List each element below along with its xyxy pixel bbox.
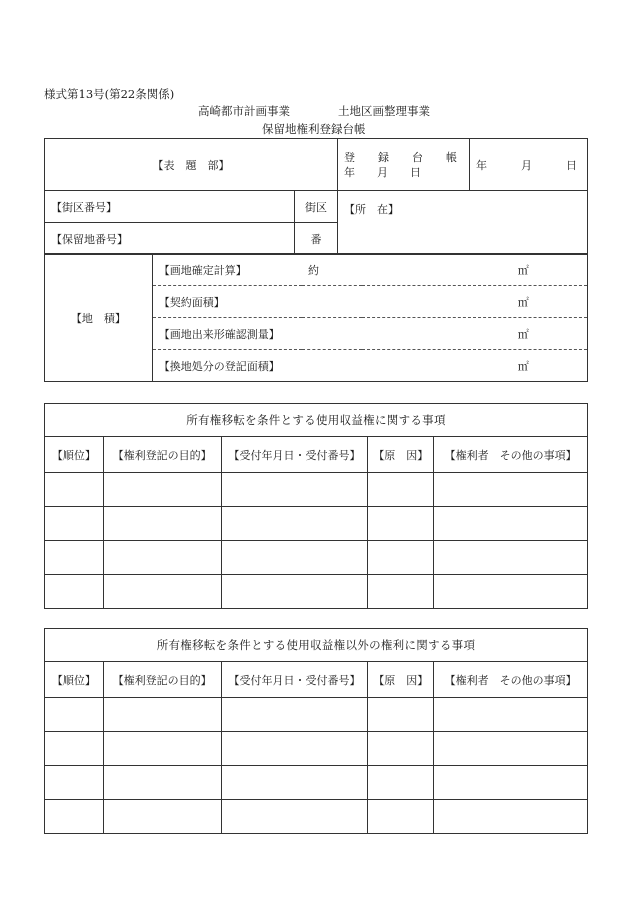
table-cell[interactable] bbox=[434, 698, 588, 732]
usage-rights-caption: 所有権移転を条件とする使用収益権に関する事項 bbox=[45, 404, 588, 437]
table-cell[interactable] bbox=[45, 507, 104, 541]
table-cell[interactable] bbox=[221, 575, 368, 609]
column-header-rank: 【順位】 bbox=[45, 662, 104, 698]
table-cell[interactable] bbox=[368, 507, 434, 541]
registration-date-value[interactable]: 年 月 日 bbox=[469, 139, 587, 191]
column-header-holder: 【権利者 その他の事項】 bbox=[434, 662, 588, 698]
table-cell[interactable] bbox=[368, 698, 434, 732]
table-row bbox=[45, 732, 588, 766]
table-cell[interactable] bbox=[368, 766, 434, 800]
column-header-receipt: 【受付年月日・受付番号】 bbox=[221, 662, 368, 698]
table-row bbox=[45, 541, 588, 575]
table-cell[interactable] bbox=[45, 698, 104, 732]
summary-section-label: 【表 題 部】 bbox=[45, 139, 338, 191]
column-header-purpose: 【権利登記の目的】 bbox=[103, 662, 221, 698]
column-header-purpose: 【権利登記の目的】 bbox=[103, 437, 221, 473]
table-row bbox=[45, 473, 588, 507]
column-header-cause: 【原 因】 bbox=[368, 437, 434, 473]
area-row-prefix bbox=[302, 286, 362, 318]
table-cell[interactable] bbox=[434, 507, 588, 541]
lot-number-label: 【保留地番号】 bbox=[45, 223, 295, 255]
column-header-rank: 【順位】 bbox=[45, 437, 104, 473]
block-number-unit: 街区 bbox=[295, 191, 338, 223]
column-header-holder: 【権利者 その他の事項】 bbox=[434, 437, 588, 473]
table-cell[interactable] bbox=[103, 473, 221, 507]
table-cell[interactable] bbox=[221, 541, 368, 575]
table-cell[interactable] bbox=[103, 698, 221, 732]
column-header-receipt: 【受付年月日・受付番号】 bbox=[221, 437, 368, 473]
table-cell[interactable] bbox=[103, 575, 221, 609]
area-row-label: 【換地処分の登記面積】 bbox=[152, 350, 362, 382]
table-cell[interactable] bbox=[45, 800, 104, 834]
area-row-prefix: 約 bbox=[302, 254, 362, 286]
table-cell[interactable] bbox=[45, 541, 104, 575]
table-cell[interactable] bbox=[45, 732, 104, 766]
table-cell[interactable] bbox=[368, 541, 434, 575]
registration-cell bbox=[337, 139, 469, 191]
table-cell[interactable] bbox=[434, 732, 588, 766]
area-row-label: 【契約面積】 bbox=[152, 286, 302, 318]
table-cell[interactable] bbox=[103, 766, 221, 800]
address-label: 【所 在】 bbox=[343, 203, 399, 216]
area-row-unit: ㎡ bbox=[362, 318, 588, 350]
table-cell[interactable] bbox=[103, 507, 221, 541]
table-cell[interactable] bbox=[45, 766, 104, 800]
area-row-label: 【画地出来形確認測量】 bbox=[152, 318, 362, 350]
table-cell[interactable] bbox=[103, 732, 221, 766]
table-cell[interactable] bbox=[221, 732, 368, 766]
table-row bbox=[45, 575, 588, 609]
table-cell[interactable] bbox=[221, 800, 368, 834]
table-row bbox=[45, 800, 588, 834]
ledger-title: 保留地権利登録台帳 bbox=[262, 122, 366, 136]
table-cell[interactable] bbox=[434, 800, 588, 834]
area-table bbox=[44, 253, 588, 382]
column-header-cause: 【原 因】 bbox=[368, 662, 434, 698]
other-rights-caption: 所有権移転を条件とする使用収益権以外の権利に関する事項 bbox=[45, 629, 588, 662]
other-rights-table bbox=[44, 628, 588, 834]
table-cell[interactable] bbox=[368, 732, 434, 766]
table-row bbox=[45, 766, 588, 800]
table-cell[interactable] bbox=[434, 473, 588, 507]
table-cell[interactable] bbox=[103, 541, 221, 575]
project-name-2: 土地区画整理事業 bbox=[338, 104, 430, 118]
area-label: 【地 積】 bbox=[45, 254, 153, 382]
registration-date-label: 年 月 日 bbox=[343, 165, 421, 179]
table-cell[interactable] bbox=[368, 800, 434, 834]
area-row-unit: ㎡ bbox=[362, 286, 588, 318]
table-cell[interactable] bbox=[221, 507, 368, 541]
address-cell[interactable] bbox=[337, 191, 587, 255]
table-cell[interactable] bbox=[103, 800, 221, 834]
table-cell[interactable] bbox=[434, 575, 588, 609]
usage-rights-table bbox=[44, 403, 588, 609]
table-cell[interactable] bbox=[368, 575, 434, 609]
area-row-unit: ㎡ bbox=[362, 350, 588, 382]
table-row bbox=[45, 507, 588, 541]
registration-label: 登 録 台 帳 bbox=[343, 150, 463, 164]
area-row-label: 【画地確定計算】 bbox=[152, 254, 302, 286]
lot-number-unit: 番 bbox=[295, 223, 338, 255]
table-cell[interactable] bbox=[368, 473, 434, 507]
table-row bbox=[45, 698, 588, 732]
form-number: 様式第13号(第22条関係) bbox=[44, 87, 175, 101]
table-cell[interactable] bbox=[45, 575, 104, 609]
area-row-unit: ㎡ bbox=[362, 254, 588, 286]
block-number-label: 【街区番号】 bbox=[45, 191, 295, 223]
table-cell[interactable] bbox=[434, 766, 588, 800]
table-cell[interactable] bbox=[221, 698, 368, 732]
table-cell[interactable] bbox=[221, 766, 368, 800]
table-cell[interactable] bbox=[221, 473, 368, 507]
table-cell[interactable] bbox=[434, 541, 588, 575]
project-name-1: 高崎都市計画事業 bbox=[198, 104, 290, 118]
ledger-info-table bbox=[44, 138, 588, 255]
table-cell[interactable] bbox=[45, 473, 104, 507]
